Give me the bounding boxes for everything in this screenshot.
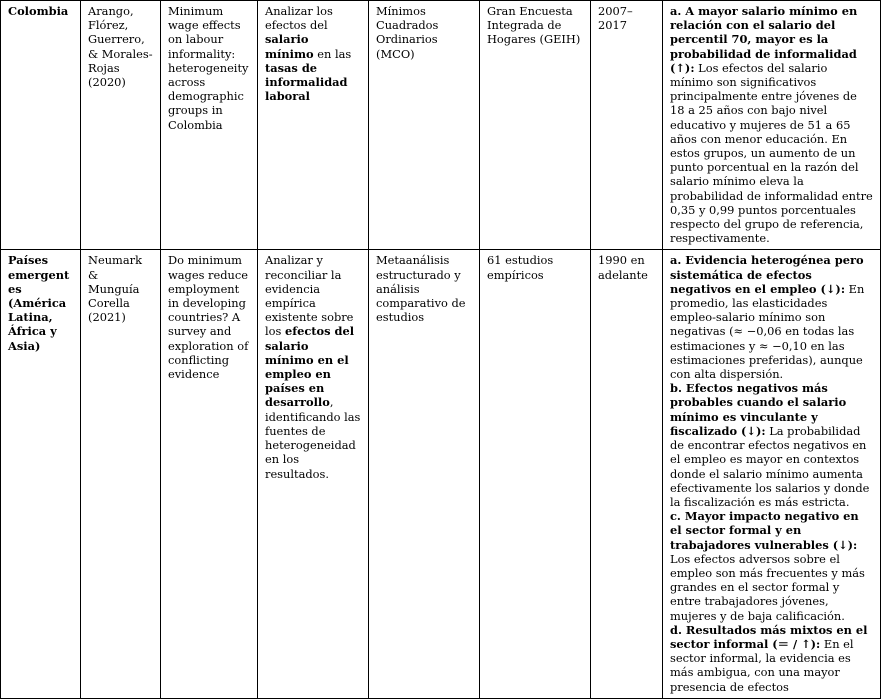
objective-cell — [258, 1, 369, 250]
result-body: La probabilidad de encontrar efectos negativos en el empleo es mayor en contextos donde el salario mínimo aumenta efectivamente los salarios y donde la fiscalización es más estricta. — [670, 423, 870, 509]
result-heading: b. Efectos negativos más probables cuando el salario mínimo es vinculante y fiscalizado (↓): — [670, 381, 847, 438]
result-body: Los efectos adversos sobre el empleo son más frecuentes y más grandes en el sector formal y entre trabajadores jóvenes, mujeres y de baja calificación. — [670, 551, 865, 623]
authors-cell: Arango, Flórez, Guerrero, & Morales-Rojas (2020) — [81, 1, 161, 250]
title-cell: Do minimum wages reduce employment in developing countries? A survey and exploration of conflicting evidence — [161, 250, 258, 698]
country-cell: Colombia — [1, 1, 81, 250]
objective-text: en las — [313, 46, 352, 61]
objective-text: salario mínimo — [265, 32, 314, 61]
result-heading: a. Evidencia heterogénea pero sistemática de efectos negativos en el empleo (↓): — [670, 253, 864, 296]
result-item — [670, 509, 873, 623]
objective-text: tasas de informalidad laboral — [265, 60, 348, 104]
objective-text: , identificando las fuentes de heterogeneidad en los resultados. — [265, 395, 361, 481]
authors-cell: Neumark & Munguía Corella (2021) — [81, 250, 161, 698]
result-item — [670, 4, 873, 245]
result-item — [670, 253, 873, 381]
table-row — [1, 250, 881, 698]
result-heading: d. Resultados más mixtos en el sector informal (＝ / ↑): — [670, 622, 868, 651]
objective-cell — [258, 250, 369, 698]
results-cell — [663, 1, 881, 250]
table-row — [1, 1, 881, 250]
objective-text: Analizar los efectos del — [265, 4, 333, 33]
result-heading: c. Mayor impacto negativo en el sector formal y en trabajadores vulnerables (↓): — [670, 509, 859, 552]
data-source-cell: Gran Encuesta Integrada de Hogares (GEIH) — [480, 1, 591, 250]
method-cell: Metaanálisis estructurado y análisis comparativo de estudios — [369, 250, 480, 698]
country-cell: Países emergentes (América Latina, África y Asia) — [1, 250, 81, 698]
period-cell: 2007–2017 — [591, 1, 663, 250]
period-cell: 1990 en adelante — [591, 250, 663, 698]
result-heading: a. A mayor salario mínimo en relación con el salario del percentil 70, mayor es la probabilidad de informalidad (↑): — [670, 4, 858, 75]
result-item — [670, 381, 873, 509]
method-cell: Mínimos Cuadrados Ordinarios (MCO) — [369, 1, 480, 250]
data-source-cell: 61 estudios empíricos — [480, 250, 591, 698]
result-body: En promedio, las elasticidades empleo-salario mínimo son negativas (≈ −0,06 en todas las estimaciones y ≈ −0,10 en las estimaciones preferidas), aunque con alta dispersión. — [670, 281, 865, 382]
objective-text: Analizar y reconciliar la evidencia empírica existente sobre los — [265, 253, 354, 339]
result-body: Los efectos del salario mínimo son significativos principalmente entre jóvenes de 18 a 25 años con bajo nivel educativo y mujeres de 51 a 65 años con menor educación. En estos grupos, un aumento de un punto porcentual en la razón del salario mínimo eleva la probabilidad de informalidad entre 0,35 y 0,99 puntos porcentuales respecto del grupo de referencia, respectivamente. — [670, 60, 873, 246]
title-cell: Minimum wage effects on labour informality: heterogeneity across demographic groups in Colombia — [161, 1, 258, 250]
result-body: En el sector informal, la evidencia es más ambigua, con una mayor presencia de efectos — [670, 636, 854, 694]
result-item — [670, 623, 873, 694]
objective-text: efectos del salario mínimo en el empleo en países en desarrollo — [265, 324, 355, 410]
results-cell — [663, 250, 881, 698]
